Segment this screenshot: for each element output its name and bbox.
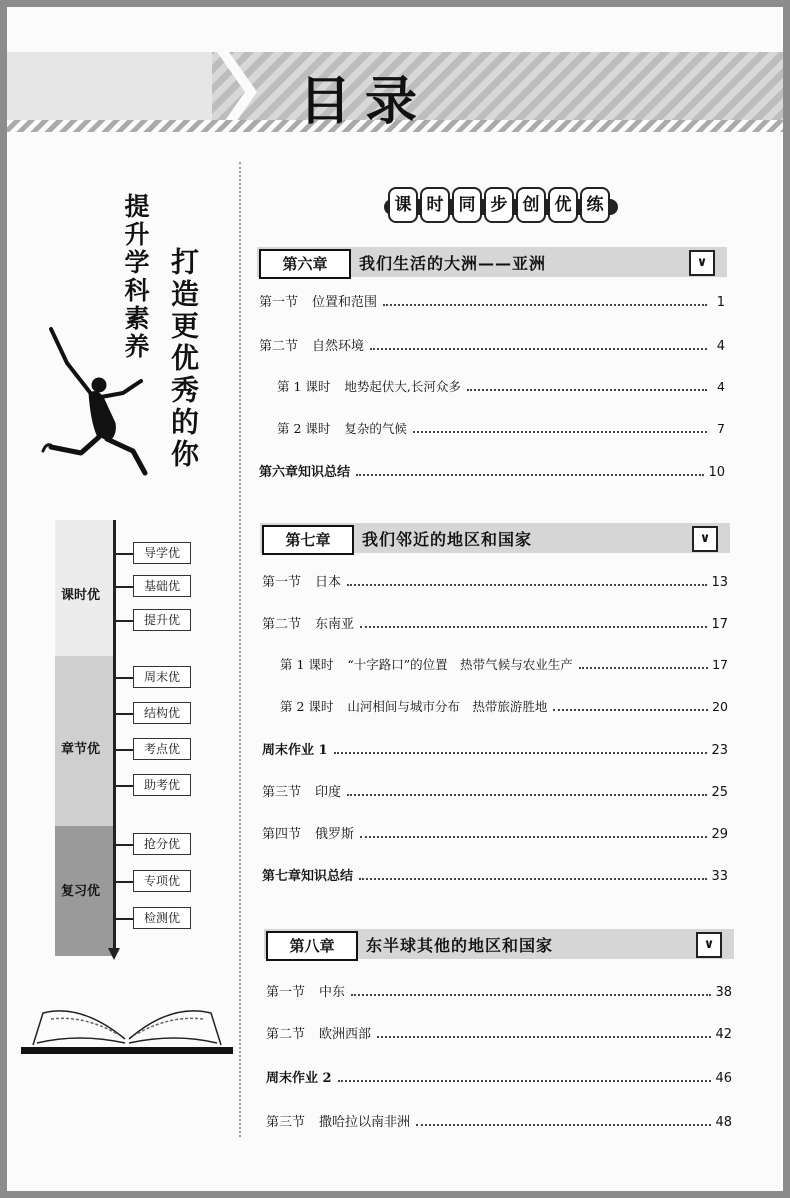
entry-page: 10 <box>708 465 725 480</box>
entry-page: 29 <box>711 827 728 842</box>
series-char: 同 <box>452 187 482 223</box>
toc-entry[interactable] <box>259 291 725 311</box>
entry-page: 42 <box>715 1027 732 1042</box>
flow-item: 检测优 <box>133 907 191 929</box>
toc-entry[interactable] <box>259 335 725 355</box>
entry-page: 7 <box>717 421 725 436</box>
series-char: 练 <box>580 187 610 223</box>
entry-lead: 第六章知识总结 <box>259 465 351 480</box>
leader-dots <box>351 994 711 996</box>
entry-page: 33 <box>711 869 728 884</box>
entry-name: 欧洲西部 <box>319 1027 372 1042</box>
leader-dots <box>356 474 704 476</box>
entry-lead: 第 2 课时 <box>280 699 334 714</box>
flow-item: 提升优 <box>133 609 191 631</box>
flow-connector <box>115 713 133 715</box>
page <box>7 7 783 1191</box>
leader-dots <box>359 878 707 880</box>
leader-dots <box>413 431 707 433</box>
entry-name: 俄罗斯 <box>315 827 355 842</box>
entry-page: 23 <box>711 743 728 758</box>
entry-lead: 第二节 <box>259 339 299 354</box>
toc-entry[interactable] <box>266 981 732 1001</box>
toc-entry[interactable] <box>262 781 728 801</box>
arrow-down-icon <box>108 948 120 960</box>
entry-lead: 第一节 <box>259 295 299 310</box>
toc-entry[interactable] <box>266 1067 732 1087</box>
feature-flow <box>55 520 225 960</box>
entry-page: 25 <box>711 785 728 800</box>
entry-page: 4 <box>716 339 725 354</box>
entry-name: 位置和范围 <box>312 295 378 310</box>
flow-line <box>113 520 116 950</box>
flow-connector <box>115 844 133 846</box>
flow-connector <box>115 918 133 920</box>
series-char: 课 <box>388 187 418 223</box>
series-char: 创 <box>516 187 546 223</box>
entry-lead: 第四节 <box>262 827 302 842</box>
chevron-down-icon[interactable]: ∨ <box>689 250 715 276</box>
leader-dots <box>377 1036 711 1038</box>
flow-connector <box>115 620 133 622</box>
toc-entry[interactable] <box>262 823 728 843</box>
chapter-label: 第八章 <box>266 931 358 961</box>
series-char: 优 <box>548 187 578 223</box>
leader-dots <box>338 1080 712 1082</box>
slogan-improve-literacy: 提升学科素养 <box>121 193 150 361</box>
entry-lead: 第 2 课时 <box>277 421 331 436</box>
entry-page: 13 <box>711 575 728 590</box>
chapter-label: 第七章 <box>262 525 354 555</box>
entry-lead: 第二节 <box>262 617 302 632</box>
entry-name: “十字路口”的位置 热带气候与农业生产 <box>347 657 573 672</box>
slogan-better-you: 打造更优秀的你 <box>167 247 200 471</box>
chapter-title: 我们生活的大洲——亚洲 <box>359 254 547 273</box>
entry-lead: 第一节 <box>262 575 302 590</box>
chevron-down-icon[interactable]: ∨ <box>696 932 722 958</box>
flow-item: 基础优 <box>133 575 191 597</box>
column-divider <box>239 162 241 1137</box>
toc-entry[interactable] <box>262 865 728 885</box>
entry-lead: 第三节 <box>262 785 302 800</box>
chapter-header <box>260 523 730 553</box>
leader-dots <box>383 304 707 306</box>
toc-entry[interactable] <box>266 1023 732 1043</box>
flow-connector <box>115 785 133 787</box>
entry-lead: 周末作业 1 <box>262 743 328 758</box>
toc-entry[interactable] <box>262 739 728 759</box>
leader-dots <box>416 1124 711 1126</box>
entry-lead: 第七章知识总结 <box>262 869 354 884</box>
leader-dots <box>360 626 707 628</box>
toc-entry[interactable] <box>262 571 728 591</box>
entry-page: 4 <box>717 379 725 394</box>
leader-dots <box>553 709 708 711</box>
group-label-review: 复习优 <box>61 884 101 899</box>
entry-name: 印度 <box>315 785 342 800</box>
chapter-header <box>264 929 734 959</box>
page-title: 目录 <box>299 72 432 132</box>
flow-connector <box>115 586 133 588</box>
toc-entry[interactable] <box>262 613 728 633</box>
entry-name: 自然环境 <box>312 339 365 354</box>
leader-dots <box>370 348 707 350</box>
series-char: 步 <box>484 187 514 223</box>
open-book-icon <box>21 1005 233 1061</box>
series-char: 时 <box>420 187 450 223</box>
chevron-down-icon[interactable]: ∨ <box>692 526 718 552</box>
entry-lead: 第 1 课时 <box>277 379 331 394</box>
flow-item: 考点优 <box>133 738 191 760</box>
flow-connector <box>115 677 133 679</box>
toc-entry[interactable] <box>277 377 725 397</box>
entry-page: 17 <box>711 617 728 632</box>
entry-name: 山河相间与城市分布 热带旅游胜地 <box>347 699 548 714</box>
entry-page: 38 <box>715 985 732 1000</box>
flow-item: 抢分优 <box>133 833 191 855</box>
entry-page: 20 <box>712 699 728 714</box>
entry-lead: 周末作业 2 <box>266 1071 332 1086</box>
leader-dots <box>360 836 707 838</box>
jumping-figure-icon <box>37 323 157 492</box>
chapter-label: 第六章 <box>259 249 351 279</box>
entry-lead: 第三节 <box>266 1115 306 1130</box>
leader-dots <box>334 752 708 754</box>
leader-dots <box>347 794 707 796</box>
toc-entry[interactable] <box>259 461 725 481</box>
entry-name: 东南亚 <box>315 617 355 632</box>
group-label-lesson: 课时优 <box>61 588 101 603</box>
entry-page: 17 <box>712 657 728 672</box>
entry-lead: 第二节 <box>266 1027 306 1042</box>
flow-item: 导学优 <box>133 542 191 564</box>
group-label-chapter: 章节优 <box>61 742 101 757</box>
flow-item: 结构优 <box>133 702 191 724</box>
entry-page: 48 <box>715 1115 732 1130</box>
entry-name: 日本 <box>315 575 342 590</box>
entry-lead: 第 1 课时 <box>280 657 334 672</box>
toc-entry[interactable] <box>277 419 725 439</box>
entry-page: 1 <box>716 295 725 310</box>
toc-entry[interactable] <box>280 655 728 675</box>
entry-name: 中东 <box>319 985 346 1000</box>
leader-dots <box>467 389 707 391</box>
flow-item: 助考优 <box>133 774 191 796</box>
flow-connector <box>115 749 133 751</box>
entry-page: 46 <box>715 1071 732 1086</box>
chapter-title: 我们邻近的地区和国家 <box>362 530 533 549</box>
chapter-header <box>257 247 727 277</box>
entry-name: 复杂的气候 <box>344 421 407 436</box>
leader-dots <box>579 667 708 669</box>
flow-connector <box>115 553 133 555</box>
chapter-title: 东半球其他的地区和国家 <box>366 936 554 955</box>
entry-name: 地势起伏大,长河众多 <box>344 379 461 394</box>
leader-dots <box>347 584 707 586</box>
flow-item: 专项优 <box>133 870 191 892</box>
entry-name: 撒哈拉以南非洲 <box>319 1115 411 1130</box>
toc-entry[interactable] <box>280 697 728 717</box>
flow-connector <box>115 881 133 883</box>
entry-lead: 第一节 <box>266 985 306 1000</box>
toc-entry[interactable] <box>266 1111 732 1131</box>
flow-item: 周末优 <box>133 666 191 688</box>
